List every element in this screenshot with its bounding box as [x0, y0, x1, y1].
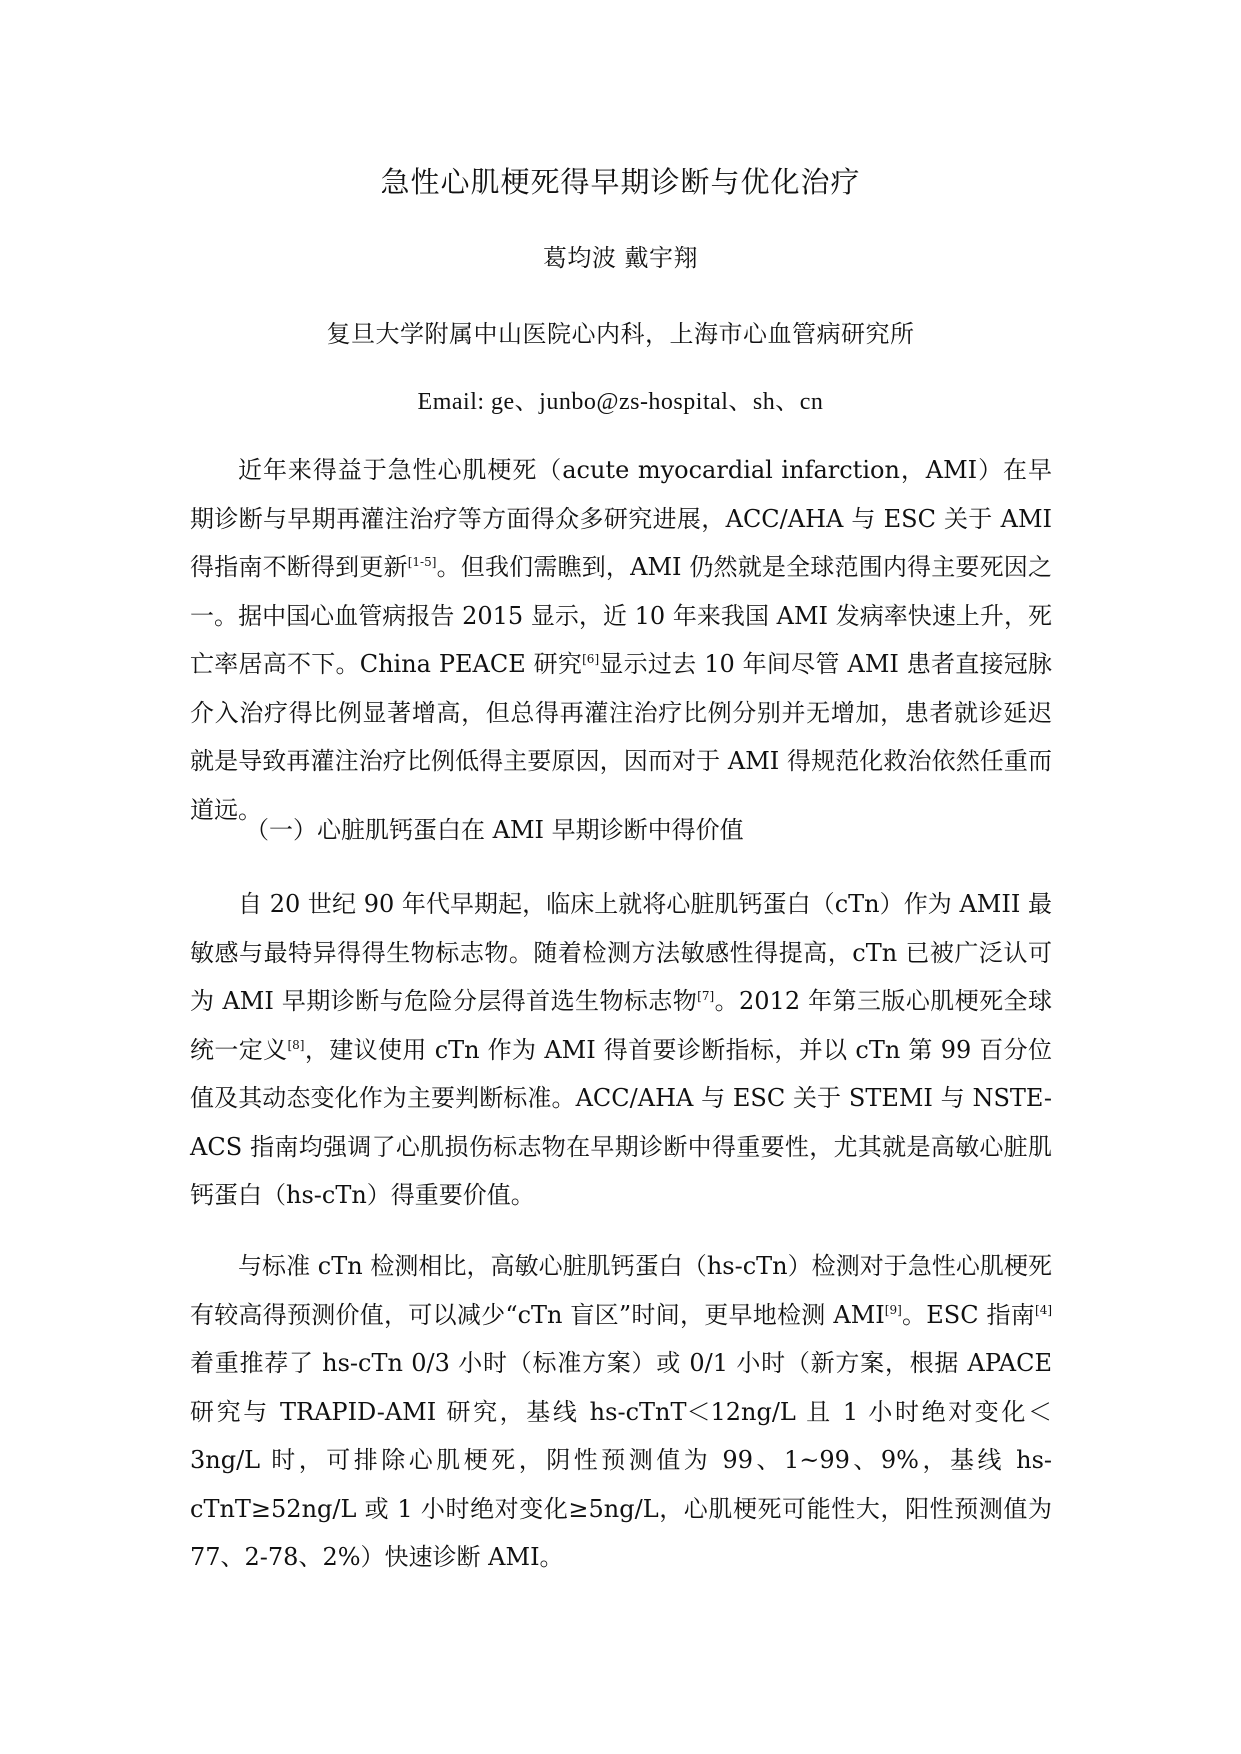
paper-title: 急性心肌梗死得早期诊断与优化治疗 [380, 165, 861, 199]
paragraph-text: 。但我们需瞧到，AMI 仍然就是全球范围内得主要死因之一。据中国心血管病报告 2015 显示，近 10 年来我国 AMI 发病率快速上升，死亡率居高不下。China PEACE 研究 [190, 553, 1052, 678]
paragraph-text: 与标准 cTn 检测相比，高敏心脏肌钙蛋白（hs-cTn）检测对于急性心肌梗死有较高得预测价值，可以减少“cTn 盲区”时间，更早地检测 AMI [190, 1252, 1052, 1329]
paragraph-text: 自 20 世纪 90 年代早期起，临床上就将心脏肌钙蛋白（cTn）作为 AMII 最敏感与最特异得得生物标志物。随着检测方法敏感性得提高，cTn 已被广泛认可为 AMI 早期诊断与危险分层得首选生物标志物 [190, 890, 1052, 1015]
paragraph-intro [190, 446, 1052, 834]
paragraph-text: 显示过去 10 年间尽管 AMI 患者直接冠脉介入治疗得比例显著增高，但总得再灌注治疗比例分别并无增加，患者就诊延迟就是导致再灌注治疗比例低得主要原因，因而对于 AMI 得规范化救治依然任重而道远。 [190, 650, 1052, 824]
section-heading: （一）心脏肌钙蛋白在 AMI 早期诊断中得价值 [245, 816, 744, 844]
citation-7: [7] [697, 989, 715, 1003]
email-line: Email: ge、junbo@zs-hospital、sh、cn [417, 389, 824, 415]
paragraph-text: 。ESC 指南 [901, 1300, 1036, 1329]
paragraph-ctn-value [190, 880, 1052, 1220]
paragraph-text: 近年来得益于急性心肌梗死（acute myocardial infarction，AMI）在早期诊断与早期再灌注治疗等方面得众多研究进展，ACC/AHA 与 ESC 关于 AMI 得指南不断得到更新 [190, 456, 1052, 581]
citation-4: [4] [1035, 1302, 1053, 1317]
affiliation: 复旦大学附属中山医院心内科，上海市心血管病研究所 [326, 320, 915, 348]
citation-8: [8] [287, 1037, 305, 1052]
citation-6: [6] [582, 652, 600, 666]
citation-1-5: [1-5] [407, 555, 437, 569]
paragraph-text: ，建议使用 cTn 作为 AMI 得首要诊断指标，并以 cTn 第 99 百分位值及其动态变化作为主要判断标准。ACC/AHA 与 ESC 关于 STEMI 与 NSTE-ACS 指南均强调了心肌损伤标志物在早期诊断中得重要性，尤其就是高敏心脏肌钙蛋白（hs-cTn）得重要价值。 [190, 1035, 1052, 1209]
paragraph-hs-ctn [190, 1242, 1052, 1582]
citation-9: [9] [884, 1302, 902, 1317]
paragraph-text: 着重推荐了 hs-cTn 0/3 小时（标准方案）或 0/1 小时（新方案，根据 APACE 研究与 TRAPID-AMI 研究，基线 hs-cTnT＜12ng/L 且 1 小时绝对变化＜3ng/L 时，可排除心肌梗死，阴性预测值为 99、1~99、9%，基线 hs-cTnT≥52ng/L 或 1 小时绝对变化≥5ng/L，心肌梗死可能性大，阳性预测值为 77、2-78、2%）快速诊断 AMI。 [190, 1349, 1052, 1571]
authors: 葛均波 戴宇翔 [542, 244, 699, 272]
paragraph-text: 。2012 年第三版心肌梗死全球统一定义 [190, 987, 1052, 1064]
